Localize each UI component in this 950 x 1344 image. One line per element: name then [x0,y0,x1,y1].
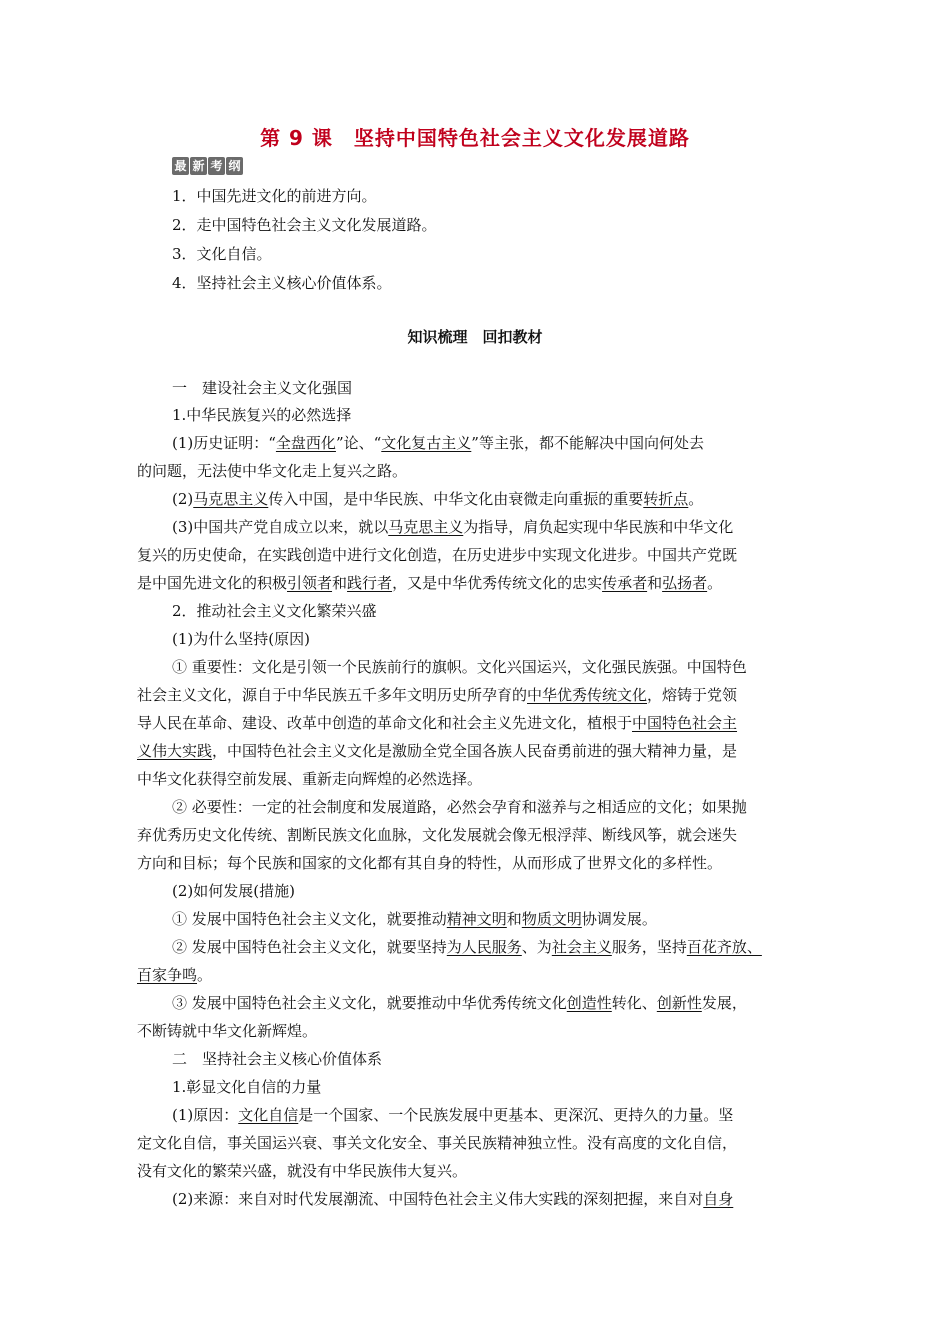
paragraph-line: 是中国先进文化的积极引领者和践行者，又是中华优秀传统文化的忠实传承者和弘扬者。 [137,574,723,592]
paragraph-line: 社会主义文化，源自于中华民族五千多年文明历史所孕育的中华优秀传统文化，熔铸于党领 [137,686,738,704]
paragraph-line: 义伟大实践，中国特色社会主义文化是激励全党全国各族人民奋勇前进的强大精神力量，是 [137,742,738,760]
key-term: 百花齐放、 [686,938,762,956]
page-title: 第 9 课 坚持中国特色社会主义文化发展道路 [260,126,690,150]
key-term: 社会主义 [551,938,612,956]
syllabus-item: 1．中国先进文化的前进方向。 [172,187,377,205]
syllabus-item: 4．坚持社会主义核心价值体系。 [172,274,392,292]
subheading: 1.彰显文化自信的力量 [172,1078,322,1096]
paragraph-line: ③ 发展中国特色社会主义文化，就要推动中华优秀传统文化创造性转化、创新性发展， [172,994,747,1012]
paragraph-line: (2)马克思主义传入中国，是中华民族、中华文化由衰微走向重振的重要转折点。 [172,490,704,508]
key-term: 文化复古主义 [381,434,472,452]
key-term: 创造性 [566,994,612,1012]
paragraph-line: 的问题，无法使中华文化走上复兴之路。 [137,462,408,480]
key-term: 引领者 [287,574,333,592]
subheading: 1.中华民族复兴的必然选择 [172,406,352,424]
key-term: 中国特色社会主 [632,714,738,732]
syllabus-item: 2．走中国特色社会主义文化发展道路。 [172,216,437,234]
syllabus-item: 3．文化自信。 [172,245,272,263]
badge-char: 考 [208,157,225,175]
subheading: (2)如何发展(措施) [172,882,295,900]
paragraph-line: 方向和目标；每个民族和国家的文化都有其自身的特性，从而形成了世界文化的多样性。 [137,854,723,872]
key-term: 转折点 [643,490,689,508]
key-term: 中华优秀传统文化 [527,686,648,704]
key-term: 传承者 [602,574,648,592]
paragraph-line: 定文化自信，事关国运兴衰、事关文化安全、事关民族精神独立性。没有高度的文化自信， [137,1134,738,1152]
paragraph-line: (2)来源：来自对时代发展潮流、中国特色社会主义伟大实践的深刻把握，来自对自身 [172,1190,734,1208]
key-term: 为人民服务 [446,938,522,956]
paragraph-line: (1)原因：文化自信是一个国家、一个民族发展中更基本、更深沉、更持久的力量。坚 [172,1106,734,1124]
paragraph-line: ① 重要性：文化是引领一个民族前行的旗帜。文化兴国运兴，文化强民族强。中国特色 [172,658,747,676]
subheading: (1)为什么坚持(原因) [172,630,310,648]
badge-char: 最 [172,157,189,175]
subheading: 2．推动社会主义文化繁荣兴盛 [172,602,377,620]
badge-char: 纲 [226,157,243,175]
heading-1: 二 坚持社会主义核心价值体系 [172,1050,383,1068]
badge-char: 新 [190,157,207,175]
key-term: 全盘西化 [275,434,336,452]
paragraph-line: (3)中国共产党自成立以来，就以马克思主义为指导，肩负起实现中华民族和中华文化 [172,518,734,536]
key-term: 马克思主义 [388,518,464,536]
paragraph-line: (1)历史证明：“全盘西化”论、“文化复古主义”等主张，都不能解决中国向何处去 [172,434,704,452]
key-term: 自身 [703,1190,734,1208]
key-term: 文化自信 [238,1106,299,1124]
key-term: 马克思主义 [193,490,269,508]
key-term: 物质文明 [521,910,582,928]
paragraph-line: 百家争鸣。 [137,966,213,984]
key-term: 弘扬者 [662,574,708,592]
paragraph-line: 弃优秀历史文化传统、割断民族文化血脉，文化发展就会像无根浮萍、断线风筝，就会迷失 [137,826,738,844]
heading-1: 一 建设社会主义文化强国 [172,379,353,397]
paragraph-line: 不断铸就中华文化新辉煌。 [137,1022,318,1040]
key-term: 义伟大实践 [137,742,213,760]
key-term: 百家争鸣 [137,966,198,984]
paragraph-line: ② 必要性：一定的社会制度和发展道路，必然会孕育和滋养与之相适应的文化；如果抛 [172,798,747,816]
paragraph-line: 没有文化的繁荣兴盛，就没有中华民族伟大复兴。 [137,1162,468,1180]
key-term: 精神文明 [446,910,507,928]
paragraph-line: 中华文化获得空前发展、重新走向辉煌的必然选择。 [137,770,483,788]
paragraph-line: 复兴的历史使命，在实践创造中进行文化创造，在历史进步中实现文化进步。中国共产党既 [137,546,738,564]
key-term: 践行者 [347,574,393,592]
key-term: 创新性 [656,994,702,1012]
syllabus-badge [172,157,244,177]
paragraph-line: ① 发展中国特色社会主义文化，就要推动精神文明和物质文明协调发展。 [172,910,657,928]
paragraph-line: 导人民在革命、建设、改革中创造的革命文化和社会主义先进文化，植根于中国特色社会主 [137,714,738,732]
paragraph-line: ② 发展中国特色社会主义文化，就要坚持为人民服务、为社会主义服务，坚持百花齐放、 [172,938,762,956]
section-heading: 知识梳理 回扣教材 [407,328,543,346]
